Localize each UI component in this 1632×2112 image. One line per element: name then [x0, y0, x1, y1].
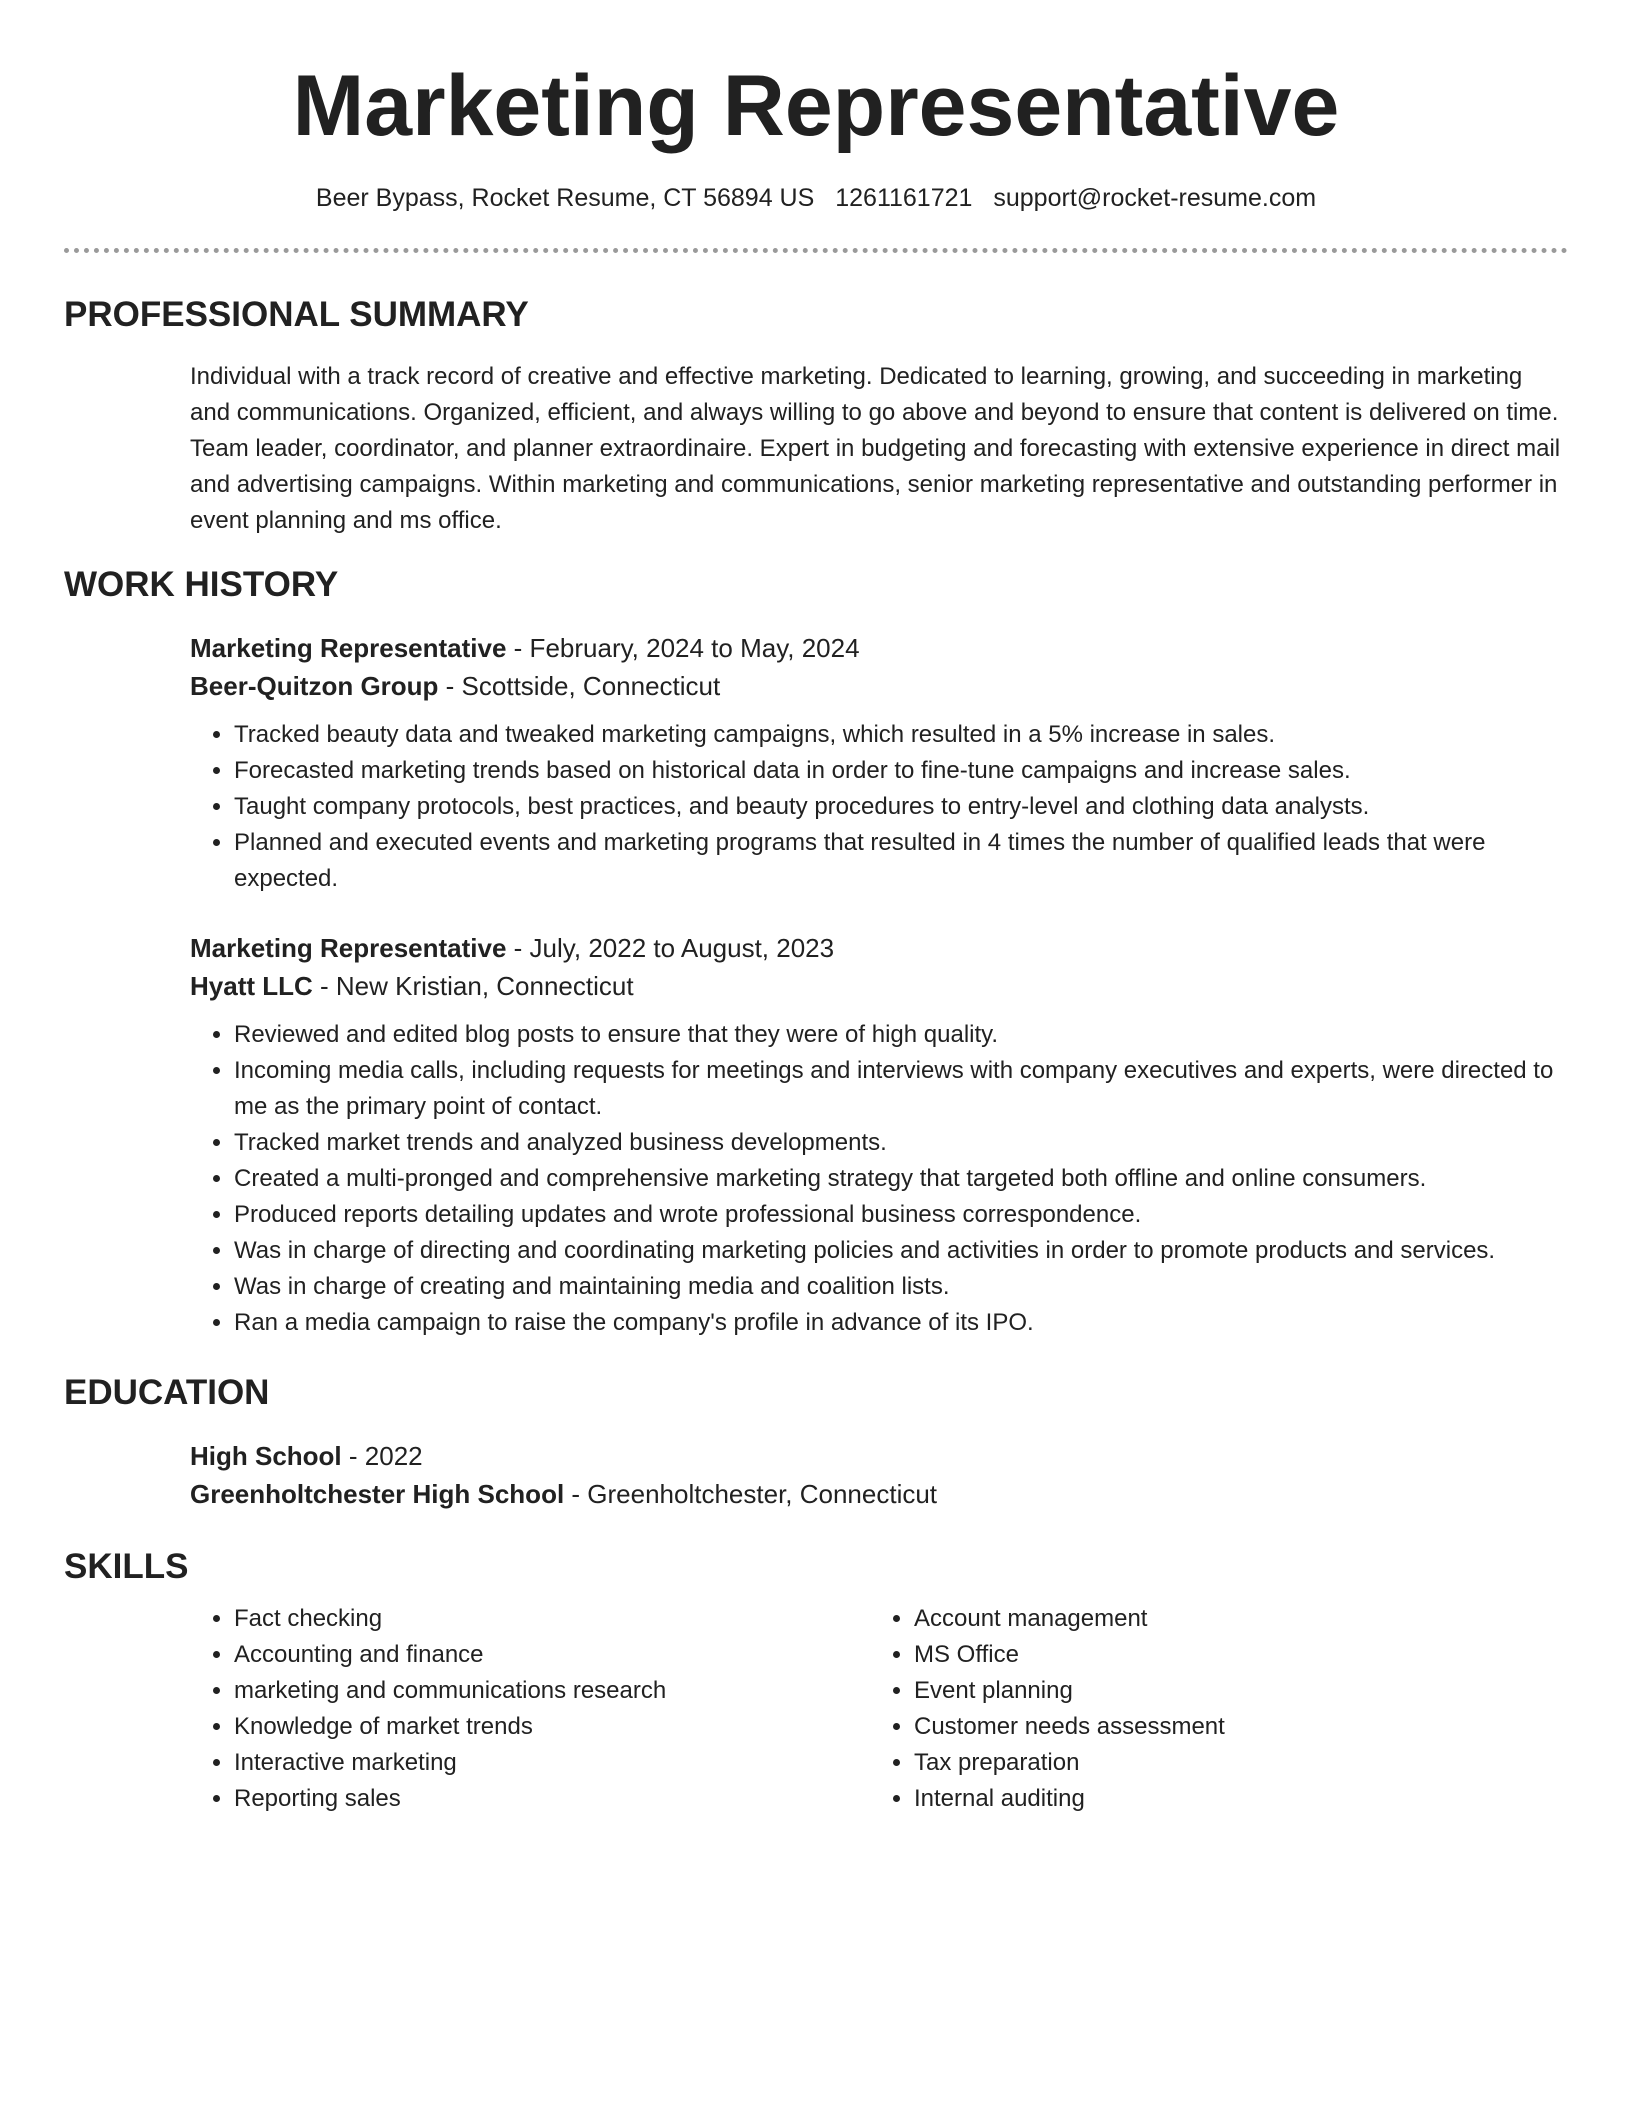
- list-item: • Account management: [914, 1601, 1550, 1637]
- job-title-line: [190, 929, 1568, 967]
- education-degree-line: [190, 1437, 1568, 1475]
- education-location: - Greenholtchester, Connecticut: [564, 1479, 938, 1509]
- list-item: • Internal auditing: [914, 1781, 1550, 1817]
- job-location: - Scottside, Connecticut: [438, 671, 721, 701]
- skills-column-right: [870, 1601, 1550, 1817]
- job-entry: [190, 929, 1568, 1341]
- list-item: • Was in charge of creating and maintaining media and coalition lists.: [234, 1269, 1568, 1305]
- job-entry: [190, 629, 1568, 897]
- job-company-line: [190, 967, 1568, 1005]
- job-company: Hyatt LLC: [190, 971, 313, 1001]
- list-item: • Produced reports detailing updates and wrote professional business correspondence.: [234, 1197, 1568, 1233]
- summary-text: Individual with a track record of creative and effective marketing. Dedicated to learning, growing, and succeeding in marketing and communications. Organized, efficient, and always willing to go above and beyond to ensure that content is delivered on time. Team leader, coordinator, and planner extraordinaire. Expert in budgeting and forecasting with extensive experience in direct mail and advertising campaigns. Within marketing and communications, senior marketing representative and outstanding performer in event planning and ms office.: [190, 363, 1561, 534]
- contact-phone: 1261161721: [835, 184, 973, 212]
- skills-heading: SKILLS: [64, 1547, 189, 1586]
- list-item: • Customer needs assessment: [914, 1709, 1550, 1745]
- skills-list-left: [190, 1601, 870, 1817]
- job-company-line: [190, 667, 1568, 705]
- skills-column-left: [190, 1601, 870, 1817]
- contact-email: support@rocket-resume.com: [993, 184, 1317, 212]
- job-role: Marketing Representative: [190, 933, 507, 963]
- list-item: • Fact checking: [234, 1601, 870, 1637]
- list-item: • Incoming media calls, including requests for meetings and interviews with company executives and experts, were directed to me as the primary point of contact.: [234, 1053, 1568, 1125]
- job-title-line: [190, 629, 1568, 667]
- job-location: - New Kristian, Connecticut: [312, 971, 634, 1001]
- list-item: • Planned and executed events and marketing programs that resulted in 4 times the number of qualified leads that were expected.: [234, 825, 1568, 897]
- work-history-heading: WORK HISTORY: [64, 565, 339, 604]
- job-dates: - February, 2024 to May, 2024: [506, 633, 860, 663]
- list-item: • MS Office: [914, 1637, 1550, 1673]
- list-item: • Interactive marketing: [234, 1745, 870, 1781]
- job-bullets: [190, 717, 1568, 897]
- resume-name: Marketing Representative: [292, 58, 1340, 154]
- education-year: - 2022: [341, 1441, 423, 1471]
- list-item: • Reporting sales: [234, 1781, 870, 1817]
- list-item: • Taught company protocols, best practices, and beauty procedures to entry-level and clothing data analysts.: [234, 789, 1568, 825]
- list-item: • Event planning: [914, 1673, 1550, 1709]
- list-item: • Tracked beauty data and tweaked marketing campaigns, which resulted in a 5% increase in sales.: [234, 717, 1568, 753]
- contact-line: [64, 180, 1568, 216]
- job-role: Marketing Representative: [190, 633, 507, 663]
- job-company: Beer-Quitzon Group: [190, 671, 439, 701]
- education-heading: EDUCATION: [64, 1373, 270, 1412]
- job-dates: - July, 2022 to August, 2023: [506, 933, 835, 963]
- list-item: • Reviewed and edited blog posts to ensure that they were of high quality.: [234, 1017, 1568, 1053]
- summary-heading: PROFESSIONAL SUMMARY: [64, 295, 529, 334]
- education-entry: [190, 1437, 1568, 1513]
- contact-address: Beer Bypass, Rocket Resume, CT 56894 US: [315, 184, 815, 212]
- list-item: • Tax preparation: [914, 1745, 1550, 1781]
- list-item: • Knowledge of market trends: [234, 1709, 870, 1745]
- education-degree: High School: [190, 1441, 342, 1471]
- list-item: • marketing and communications research: [234, 1673, 870, 1709]
- header-divider: [64, 248, 1568, 253]
- skills-list-right: [870, 1601, 1550, 1817]
- skills-grid: [190, 1601, 1568, 1817]
- list-item: • Forecasted marketing trends based on historical data in order to fine-tune campaigns and increase sales.: [234, 753, 1568, 789]
- list-item: • Ran a media campaign to raise the company's profile in advance of its IPO.: [234, 1305, 1568, 1341]
- list-item: • Created a multi-pronged and comprehensive marketing strategy that targeted both offline and online consumers.: [234, 1161, 1568, 1197]
- list-item: • Accounting and finance: [234, 1637, 870, 1673]
- list-item: • Was in charge of directing and coordinating marketing policies and activities in order to promote products and services.: [234, 1233, 1568, 1269]
- education-school-line: [190, 1475, 1568, 1513]
- job-bullets: [190, 1017, 1568, 1341]
- list-item: • Tracked market trends and analyzed business developments.: [234, 1125, 1568, 1161]
- education-school: Greenholtchester High School: [190, 1479, 565, 1509]
